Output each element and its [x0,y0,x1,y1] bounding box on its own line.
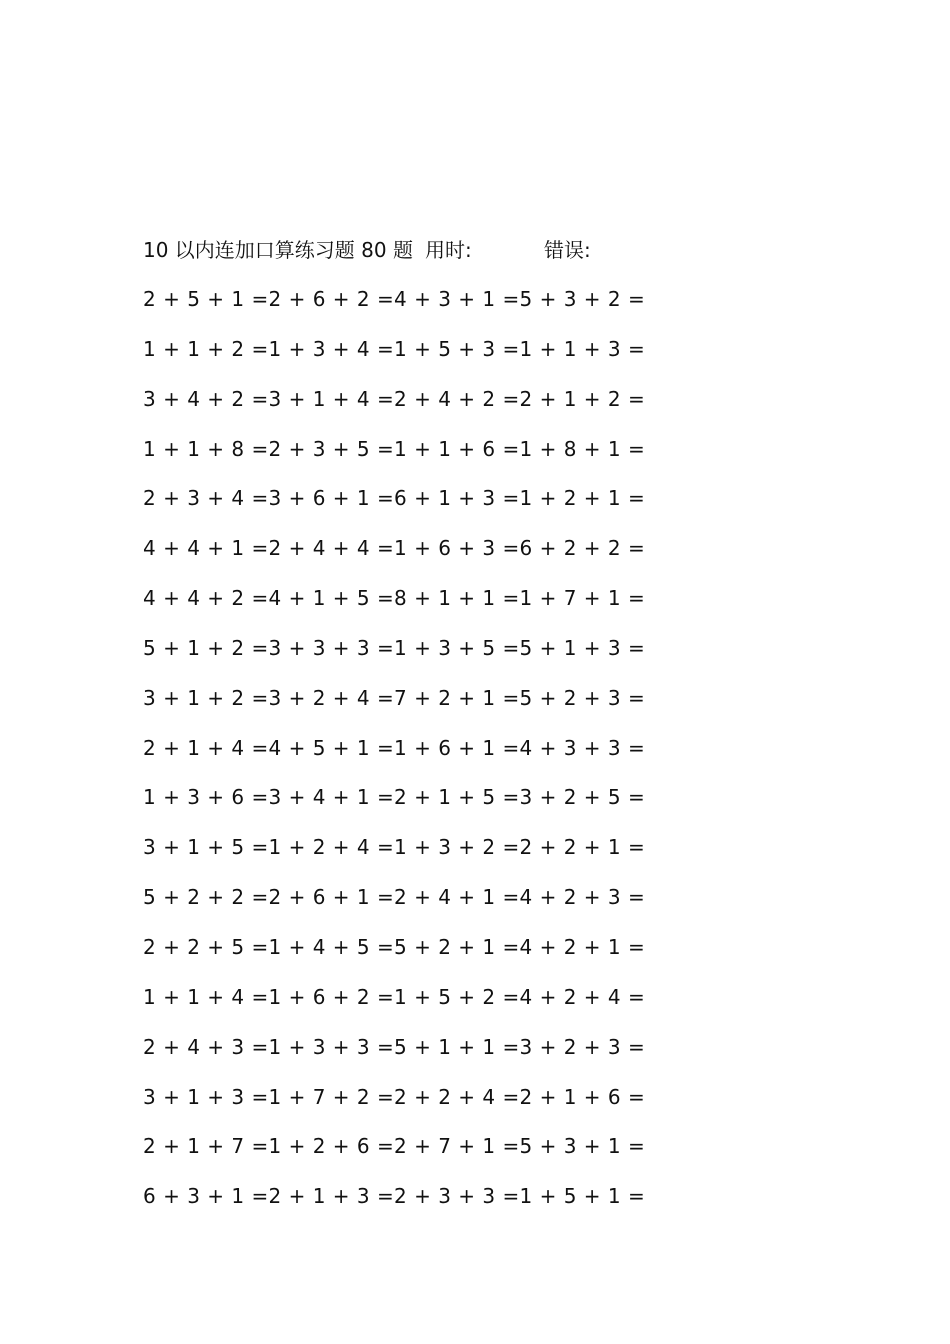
problem-grid [143,283,645,1230]
problem-item: 4 + 5 + 1 = [268,735,395,760]
problem-item: 1 + 5 + 3 = [394,336,520,361]
problem-item: 2 + 3 + 5 = [268,436,395,461]
problem-item: 6 + 2 + 2 = [519,536,646,561]
problem-item: 3 + 1 + 5 = [143,835,269,860]
problem-item: 4 + 4 + 1 = [143,536,269,561]
problem-item: 2 + 1 + 2 = [519,386,646,411]
problem-item: 4 + 2 + 3 = [519,885,646,910]
problem-item: 4 + 2 + 1 = [519,934,646,959]
problem-item: 1 + 5 + 1 = [519,1184,646,1209]
problem-item: 2 + 1 + 6 = [519,1084,646,1109]
problem-item: 1 + 1 + 6 = [394,436,520,461]
problem-item: 1 + 3 + 2 = [394,835,520,860]
time-label: 用时: [425,238,472,262]
problem-item: 2 + 4 + 2 = [394,386,520,411]
errors-label: 错误: [544,238,591,262]
problem-item: 7 + 2 + 1 = [394,685,520,710]
problem-item: 2 + 5 + 1 = [143,287,269,311]
problem-item: 1 + 1 + 8 = [143,436,269,461]
problem-item: 2 + 6 + 2 = [268,287,395,311]
problem-item: 3 + 4 + 1 = [268,785,395,810]
problem-item: 1 + 3 + 4 = [268,336,395,361]
problem-item: 2 + 2 + 4 = [394,1084,520,1109]
problem-item: 1 + 6 + 2 = [268,984,395,1009]
problem-item: 3 + 1 + 4 = [268,386,395,411]
problem-item: 3 + 3 + 3 = [268,635,395,660]
problem-item: 2 + 2 + 1 = [519,835,646,860]
problem-item: 5 + 2 + 2 = [143,885,269,910]
problem-item: 1 + 3 + 6 = [143,785,269,810]
problem-item: 3 + 2 + 3 = [519,1034,646,1059]
problem-item: 2 + 3 + 3 = [394,1184,520,1209]
problem-item: 1 + 6 + 3 = [394,536,520,561]
problem-item: 1 + 2 + 4 = [268,835,395,860]
problem-item: 1 + 3 + 5 = [394,635,520,660]
worksheet-title: 10 以内连加口算练习题 80 题 [143,238,413,262]
problem-item: 4 + 3 + 1 = [394,287,520,311]
problem-item: 1 + 7 + 2 = [268,1084,395,1109]
problem-item: 3 + 2 + 4 = [268,685,395,710]
problem-item: 4 + 2 + 4 = [519,984,646,1009]
problem-item: 2 + 1 + 3 = [268,1184,395,1209]
problem-item: 2 + 6 + 1 = [268,885,395,910]
problem-item: 1 + 5 + 2 = [394,984,520,1009]
problem-item: 3 + 4 + 2 = [143,386,269,411]
problem-item: 3 + 1 + 2 = [143,685,269,710]
problem-item: 5 + 2 + 3 = [519,685,646,710]
problem-item: 6 + 1 + 3 = [394,486,520,511]
problem-item: 2 + 1 + 7 = [143,1134,269,1159]
problem-item: 1 + 4 + 5 = [268,934,395,959]
problem-item: 1 + 3 + 3 = [268,1034,395,1059]
problem-item: 2 + 7 + 1 = [394,1134,520,1159]
problem-item: 4 + 4 + 2 = [143,586,269,611]
problem-item: 3 + 6 + 1 = [268,486,395,511]
problem-item: 1 + 2 + 6 = [268,1134,395,1159]
problem-item: 5 + 1 + 1 = [394,1034,520,1059]
problem-item: 2 + 2 + 5 = [143,934,269,959]
problem-item: 1 + 1 + 2 = [143,336,269,361]
problem-item: 1 + 8 + 1 = [519,436,646,461]
problem-item: 2 + 1 + 5 = [394,785,520,810]
problem-item: 4 + 1 + 5 = [268,586,395,611]
problem-item: 8 + 1 + 1 = [394,586,520,611]
problem-item: 1 + 1 + 4 = [143,984,269,1009]
problem-item: 5 + 2 + 1 = [394,934,520,959]
problem-item: 1 + 6 + 1 = [394,735,520,760]
problem-item: 2 + 4 + 4 = [268,536,395,561]
problem-item: 5 + 3 + 1 = [519,1134,646,1159]
problem-item: 5 + 3 + 2 = [519,287,646,311]
problem-item: 1 + 2 + 1 = [519,486,646,511]
problem-item: 3 + 2 + 5 = [519,785,646,810]
problem-item: 2 + 4 + 3 = [143,1034,269,1059]
problem-item: 5 + 1 + 2 = [143,635,269,660]
problem-item: 2 + 1 + 4 = [143,735,269,760]
problem-item: 2 + 3 + 4 = [143,486,269,511]
problem-item: 1 + 1 + 3 = [519,336,646,361]
problem-item: 4 + 3 + 3 = [519,735,646,760]
problem-item: 5 + 1 + 3 = [519,635,646,660]
problem-item: 3 + 1 + 3 = [143,1084,269,1109]
problem-item: 6 + 3 + 1 = [143,1184,269,1209]
problem-item: 2 + 4 + 1 = [394,885,520,910]
problem-item: 1 + 7 + 1 = [519,586,646,611]
